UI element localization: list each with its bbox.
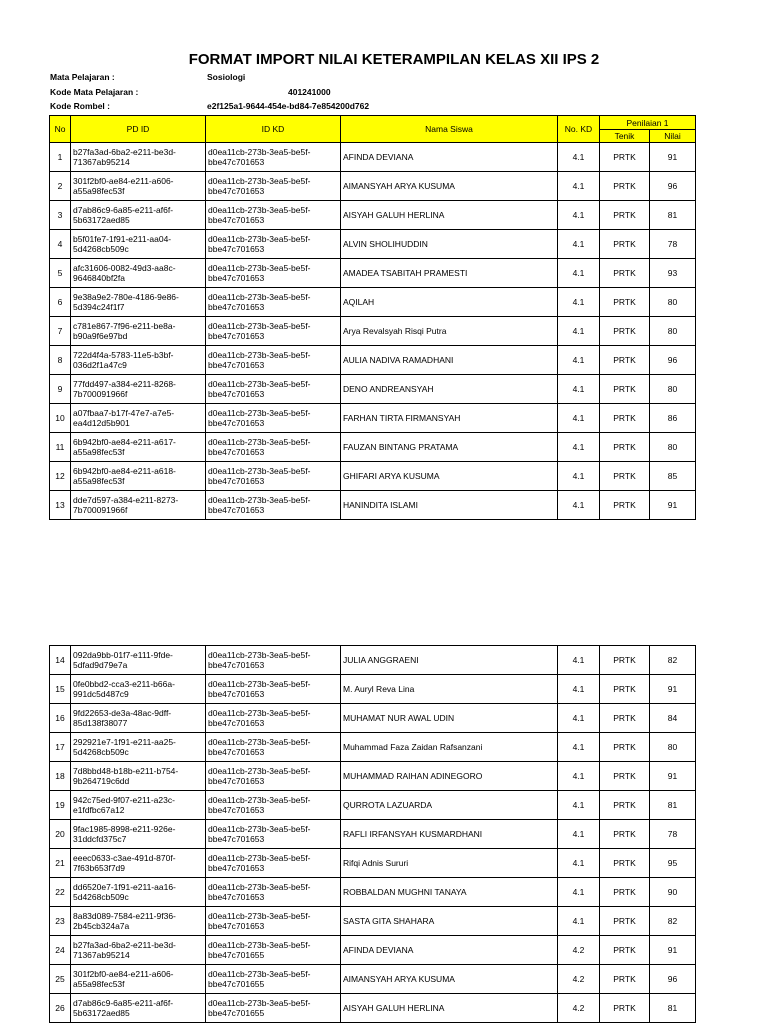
id-kd-cell: d0ea11cb-273b-3ea5-be5f- bbe47c701653	[206, 143, 341, 172]
id-kd-cell: d0ea11cb-273b-3ea5-be5f- bbe47c701653	[206, 201, 341, 230]
teknik-cell: PRTK	[600, 994, 650, 1023]
header-no-kd: No. KD	[558, 116, 600, 143]
nilai-cell: 96	[650, 172, 696, 201]
table-row	[50, 172, 696, 201]
no-kd-cell: 4.1	[558, 907, 600, 936]
pd-id-cell: b27fa3ad-6ba2-e211-be3d- 71367ab95214	[71, 143, 206, 172]
header-teknik: Tenik	[600, 130, 650, 143]
student-name-cell: M. Auryl Reva Lina	[341, 675, 558, 704]
table-row	[50, 733, 696, 762]
student-name-cell: GHIFARI ARYA KUSUMA	[341, 462, 558, 491]
header-pd-id: PD ID	[71, 116, 206, 143]
nilai-cell: 91	[650, 762, 696, 791]
pd-id-cell: eeec0633-c3ae-491d-870f- 7f63b653f7d9	[71, 849, 206, 878]
teknik-cell: PRTK	[600, 762, 650, 791]
row-number: 4	[50, 230, 71, 259]
header-no: No	[50, 116, 71, 143]
pd-id-cell: 9e38a9e2-780e-4186-9e86- 5d394c24f1f7	[71, 288, 206, 317]
row-number: 11	[50, 433, 71, 462]
teknik-cell: PRTK	[600, 230, 650, 259]
student-name-cell: Muhammad Faza Zaidan Rafsanzani	[341, 733, 558, 762]
student-name-cell: FAUZAN BINTANG PRATAMA	[341, 433, 558, 462]
id-kd-cell: d0ea11cb-273b-3ea5-be5f- bbe47c701653	[206, 704, 341, 733]
table-row	[50, 288, 696, 317]
table-row	[50, 259, 696, 288]
pd-id-cell: 722d4f4a-5783-11e5-b3bf- 036d2f1a47c9	[71, 346, 206, 375]
student-name-cell: AIMANSYAH ARYA KUSUMA	[341, 965, 558, 994]
nilai-cell: 81	[650, 791, 696, 820]
row-number: 26	[50, 994, 71, 1023]
teknik-cell: PRTK	[600, 849, 650, 878]
table-row	[50, 994, 696, 1023]
row-number: 20	[50, 820, 71, 849]
no-kd-cell: 4.1	[558, 172, 600, 201]
student-name-cell: JULIA ANGGRAENI	[341, 646, 558, 675]
pd-id-cell: d7ab86c9-6a85-e211-af6f- 5b63172aed85	[71, 201, 206, 230]
teknik-cell: PRTK	[600, 733, 650, 762]
table-row	[50, 675, 696, 704]
student-name-cell: DENO ANDREANSYAH	[341, 375, 558, 404]
table-row	[50, 878, 696, 907]
student-name-cell: AFINDA DEVIANA	[341, 143, 558, 172]
pd-id-cell: 942c75ed-9f07-e211-a23c- e1fdfbc67a12	[71, 791, 206, 820]
id-kd-cell: d0ea11cb-273b-3ea5-be5f- bbe47c701653	[206, 675, 341, 704]
table-row	[50, 433, 696, 462]
id-kd-cell: d0ea11cb-273b-3ea5-be5f- bbe47c701653	[206, 433, 341, 462]
teknik-cell: PRTK	[600, 259, 650, 288]
no-kd-cell: 4.1	[558, 820, 600, 849]
id-kd-cell: d0ea11cb-273b-3ea5-be5f- bbe47c701653	[206, 733, 341, 762]
row-number: 2	[50, 172, 71, 201]
no-kd-cell: 4.1	[558, 704, 600, 733]
pd-id-cell: dd6520e7-1f91-e211-aa16- 5d4268cb509c	[71, 878, 206, 907]
pd-id-cell: 9fac1985-8998-e211-926e- 31ddcfd375c7	[71, 820, 206, 849]
nilai-cell: 96	[650, 346, 696, 375]
pd-id-cell: a07fbaa7-b17f-47e7-a7e5- ea4d12d5b901	[71, 404, 206, 433]
nilai-cell: 82	[650, 907, 696, 936]
no-kd-cell: 4.1	[558, 201, 600, 230]
student-name-cell: FARHAN TIRTA FIRMANSYAH	[341, 404, 558, 433]
table-row	[50, 491, 696, 520]
teknik-cell: PRTK	[600, 491, 650, 520]
row-number: 6	[50, 288, 71, 317]
no-kd-cell: 4.1	[558, 462, 600, 491]
id-kd-cell: d0ea11cb-273b-3ea5-be5f- bbe47c701653	[206, 849, 341, 878]
row-number: 21	[50, 849, 71, 878]
row-number: 12	[50, 462, 71, 491]
row-number: 22	[50, 878, 71, 907]
header-nilai: Nilai	[650, 130, 696, 143]
row-number: 3	[50, 201, 71, 230]
no-kd-cell: 4.1	[558, 317, 600, 346]
id-kd-cell: d0ea11cb-273b-3ea5-be5f- bbe47c701653	[206, 346, 341, 375]
row-number: 14	[50, 646, 71, 675]
teknik-cell: PRTK	[600, 288, 650, 317]
no-kd-cell: 4.2	[558, 965, 600, 994]
row-number: 15	[50, 675, 71, 704]
student-name-cell: AMADEA TSABITAH PRAMESTI	[341, 259, 558, 288]
header-penilaian: Penilaian 1	[600, 116, 696, 130]
student-name-cell: RAFLI IRFANSYAH KUSMARDHANI	[341, 820, 558, 849]
pd-id-cell: b5f01fe7-1f91-e211-aa04- 5d4268cb509c	[71, 230, 206, 259]
table-row	[50, 462, 696, 491]
nilai-cell: 80	[650, 317, 696, 346]
nilai-cell: 91	[650, 491, 696, 520]
row-number: 9	[50, 375, 71, 404]
row-number: 8	[50, 346, 71, 375]
teknik-cell: PRTK	[600, 433, 650, 462]
id-kd-cell: d0ea11cb-273b-3ea5-be5f- bbe47c701655	[206, 994, 341, 1023]
student-name-cell: ALVIN SHOLIHUDDIN	[341, 230, 558, 259]
student-name-cell: AIMANSYAH ARYA KUSUMA	[341, 172, 558, 201]
rombel-value: e2f125a1-9644-454e-bd84-7e854200d762	[207, 101, 370, 111]
table-row	[50, 936, 696, 965]
student-name-cell: Arya Revalsyah Risqi Putra	[341, 317, 558, 346]
row-number: 17	[50, 733, 71, 762]
id-kd-cell: d0ea11cb-273b-3ea5-be5f- bbe47c701655	[206, 936, 341, 965]
nilai-cell: 81	[650, 201, 696, 230]
table-row	[50, 762, 696, 791]
pd-id-cell: dde7d597-a384-e211-8273- 7b700091966f	[71, 491, 206, 520]
teknik-cell: PRTK	[600, 646, 650, 675]
nilai-cell: 80	[650, 733, 696, 762]
table-row	[50, 820, 696, 849]
student-name-cell: Rifqi Adnis Sururi	[341, 849, 558, 878]
no-kd-cell: 4.1	[558, 675, 600, 704]
mapel-label: Mata Pelajaran :	[50, 72, 115, 82]
no-kd-cell: 4.1	[558, 491, 600, 520]
teknik-cell: PRTK	[600, 704, 650, 733]
teknik-cell: PRTK	[600, 965, 650, 994]
rombel-label: Kode Rombel :	[50, 101, 110, 111]
teknik-cell: PRTK	[600, 143, 650, 172]
table-body-page-1	[50, 143, 696, 520]
table-row	[50, 230, 696, 259]
no-kd-cell: 4.1	[558, 646, 600, 675]
teknik-cell: PRTK	[600, 675, 650, 704]
no-kd-cell: 4.1	[558, 346, 600, 375]
header-nama-siswa: Nama Siswa	[341, 116, 558, 143]
nilai-cell: 91	[650, 143, 696, 172]
nilai-cell: 96	[650, 965, 696, 994]
teknik-cell: PRTK	[600, 317, 650, 346]
student-name-cell: HANINDITA ISLAMI	[341, 491, 558, 520]
student-name-cell: AFINDA DEVIANA	[341, 936, 558, 965]
no-kd-cell: 4.2	[558, 936, 600, 965]
id-kd-cell: d0ea11cb-273b-3ea5-be5f- bbe47c701653	[206, 462, 341, 491]
no-kd-cell: 4.1	[558, 849, 600, 878]
no-kd-cell: 4.1	[558, 143, 600, 172]
nilai-cell: 81	[650, 994, 696, 1023]
row-number: 1	[50, 143, 71, 172]
student-name-cell: AQILAH	[341, 288, 558, 317]
no-kd-cell: 4.1	[558, 288, 600, 317]
id-kd-cell: d0ea11cb-273b-3ea5-be5f- bbe47c701653	[206, 375, 341, 404]
no-kd-cell: 4.1	[558, 762, 600, 791]
nilai-cell: 91	[650, 675, 696, 704]
id-kd-cell: d0ea11cb-273b-3ea5-be5f- bbe47c701653	[206, 172, 341, 201]
pd-id-cell: 8a83d089-7584-e211-9f36- 2b45cb324a7a	[71, 907, 206, 936]
row-number: 13	[50, 491, 71, 520]
nilai-cell: 85	[650, 462, 696, 491]
nilai-cell: 78	[650, 820, 696, 849]
id-kd-cell: d0ea11cb-273b-3ea5-be5f- bbe47c701653	[206, 791, 341, 820]
pd-id-cell: c781e867-7f96-e211-be8a- b90a9f6e97bd	[71, 317, 206, 346]
student-name-cell: MUHAMMAD RAIHAN ADINEGORO	[341, 762, 558, 791]
no-kd-cell: 4.1	[558, 433, 600, 462]
nilai-cell: 80	[650, 433, 696, 462]
pd-id-cell: afc31606-0082-49d3-aa8c- 9646840bf2fa	[71, 259, 206, 288]
kode-mapel-value: 401241000	[288, 87, 331, 97]
id-kd-cell: d0ea11cb-273b-3ea5-be5f- bbe47c701653	[206, 491, 341, 520]
id-kd-cell: d0ea11cb-273b-3ea5-be5f- bbe47c701653	[206, 820, 341, 849]
nilai-cell: 78	[650, 230, 696, 259]
nilai-cell: 91	[650, 936, 696, 965]
teknik-cell: PRTK	[600, 907, 650, 936]
table-row	[50, 317, 696, 346]
table-row	[50, 375, 696, 404]
no-kd-cell: 4.1	[558, 733, 600, 762]
row-number: 25	[50, 965, 71, 994]
row-number: 16	[50, 704, 71, 733]
teknik-cell: PRTK	[600, 462, 650, 491]
teknik-cell: PRTK	[600, 878, 650, 907]
id-kd-cell: d0ea11cb-273b-3ea5-be5f- bbe47c701653	[206, 259, 341, 288]
pd-id-cell: 6b942bf0-ae84-e211-a618- a55a98fec53f	[71, 462, 206, 491]
pd-id-cell: 6b942bf0-ae84-e211-a617- a55a98fec53f	[71, 433, 206, 462]
nilai-cell: 82	[650, 646, 696, 675]
table-row	[50, 849, 696, 878]
kode-mapel-label: Kode Mata Pelajaran :	[50, 87, 139, 97]
nilai-cell: 95	[650, 849, 696, 878]
id-kd-cell: d0ea11cb-273b-3ea5-be5f- bbe47c701655	[206, 965, 341, 994]
pd-id-cell: 301f2bf0-ae84-e211-a606- a55a98fec53f	[71, 172, 206, 201]
teknik-cell: PRTK	[600, 346, 650, 375]
table-row	[50, 404, 696, 433]
no-kd-cell: 4.1	[558, 375, 600, 404]
header-id-kd: ID KD	[206, 116, 341, 143]
nilai-cell: 90	[650, 878, 696, 907]
id-kd-cell: d0ea11cb-273b-3ea5-be5f- bbe47c701653	[206, 907, 341, 936]
teknik-cell: PRTK	[600, 375, 650, 404]
table-row	[50, 201, 696, 230]
document-title: FORMAT IMPORT NILAI KETERAMPILAN KELAS XII IPS 2	[188, 51, 600, 68]
table-row	[50, 143, 696, 172]
student-name-cell: SASTA GITA SHAHARA	[341, 907, 558, 936]
student-name-cell: AISYAH GALUH HERLINA	[341, 201, 558, 230]
mapel-value: Sosiologi	[207, 72, 246, 82]
no-kd-cell: 4.1	[558, 230, 600, 259]
teknik-cell: PRTK	[600, 820, 650, 849]
no-kd-cell: 4.1	[558, 791, 600, 820]
table-body-page-2	[50, 646, 696, 1023]
no-kd-cell: 4.1	[558, 404, 600, 433]
pd-id-cell: 292921e7-1f91-e211-aa25- 5d4268cb509c	[71, 733, 206, 762]
pd-id-cell: b27fa3ad-6ba2-e211-be3d- 71367ab95214	[71, 936, 206, 965]
row-number: 7	[50, 317, 71, 346]
table-row	[50, 907, 696, 936]
id-kd-cell: d0ea11cb-273b-3ea5-be5f- bbe47c701653	[206, 762, 341, 791]
grades-table-page-2	[49, 645, 696, 1023]
pd-id-cell: d7ab86c9-6a85-e211-af6f- 5b63172aed85	[71, 994, 206, 1023]
teknik-cell: PRTK	[600, 404, 650, 433]
id-kd-cell: d0ea11cb-273b-3ea5-be5f- bbe47c701653	[206, 288, 341, 317]
id-kd-cell: d0ea11cb-273b-3ea5-be5f- bbe47c701653	[206, 230, 341, 259]
id-kd-cell: d0ea11cb-273b-3ea5-be5f- bbe47c701653	[206, 404, 341, 433]
table-row	[50, 646, 696, 675]
table-row	[50, 791, 696, 820]
row-number: 24	[50, 936, 71, 965]
row-number: 23	[50, 907, 71, 936]
student-name-cell: MUHAMAT NUR AWAL UDIN	[341, 704, 558, 733]
table-row	[50, 704, 696, 733]
row-number: 19	[50, 791, 71, 820]
pd-id-cell: 7d8bbd48-b18b-e211-b754- 9b264719c6dd	[71, 762, 206, 791]
student-name-cell: AISYAH GALUH HERLINA	[341, 994, 558, 1023]
row-number: 10	[50, 404, 71, 433]
student-name-cell: QURROTA LAZUARDA	[341, 791, 558, 820]
nilai-cell: 93	[650, 259, 696, 288]
no-kd-cell: 4.1	[558, 878, 600, 907]
teknik-cell: PRTK	[600, 172, 650, 201]
id-kd-cell: d0ea11cb-273b-3ea5-be5f- bbe47c701653	[206, 878, 341, 907]
nilai-cell: 84	[650, 704, 696, 733]
teknik-cell: PRTK	[600, 201, 650, 230]
student-name-cell: ROBBALDAN MUGHNI TANAYA	[341, 878, 558, 907]
pd-id-cell: 77fdd497-a384-e211-8268- 7b700091966f	[71, 375, 206, 404]
nilai-cell: 80	[650, 288, 696, 317]
no-kd-cell: 4.1	[558, 259, 600, 288]
grades-table-page-1	[49, 115, 696, 520]
teknik-cell: PRTK	[600, 791, 650, 820]
table-row	[50, 346, 696, 375]
nilai-cell: 86	[650, 404, 696, 433]
table-row	[50, 965, 696, 994]
no-kd-cell: 4.2	[558, 994, 600, 1023]
pd-id-cell: 092da9bb-01f7-e111-9fde- 5dfad9d79e7a	[71, 646, 206, 675]
id-kd-cell: d0ea11cb-273b-3ea5-be5f- bbe47c701653	[206, 646, 341, 675]
row-number: 18	[50, 762, 71, 791]
id-kd-cell: d0ea11cb-273b-3ea5-be5f- bbe47c701653	[206, 317, 341, 346]
row-number: 5	[50, 259, 71, 288]
student-name-cell: AULIA NADIVA RAMADHANI	[341, 346, 558, 375]
pd-id-cell: 301f2bf0-ae84-e211-a606- a55a98fec53f	[71, 965, 206, 994]
nilai-cell: 80	[650, 375, 696, 404]
teknik-cell: PRTK	[600, 936, 650, 965]
pd-id-cell: 9fd22653-de3a-48ac-9dff- 85d138f38077	[71, 704, 206, 733]
pd-id-cell: 0fe0bbd2-cca3-e211-b66a- 991dc5d487c9	[71, 675, 206, 704]
